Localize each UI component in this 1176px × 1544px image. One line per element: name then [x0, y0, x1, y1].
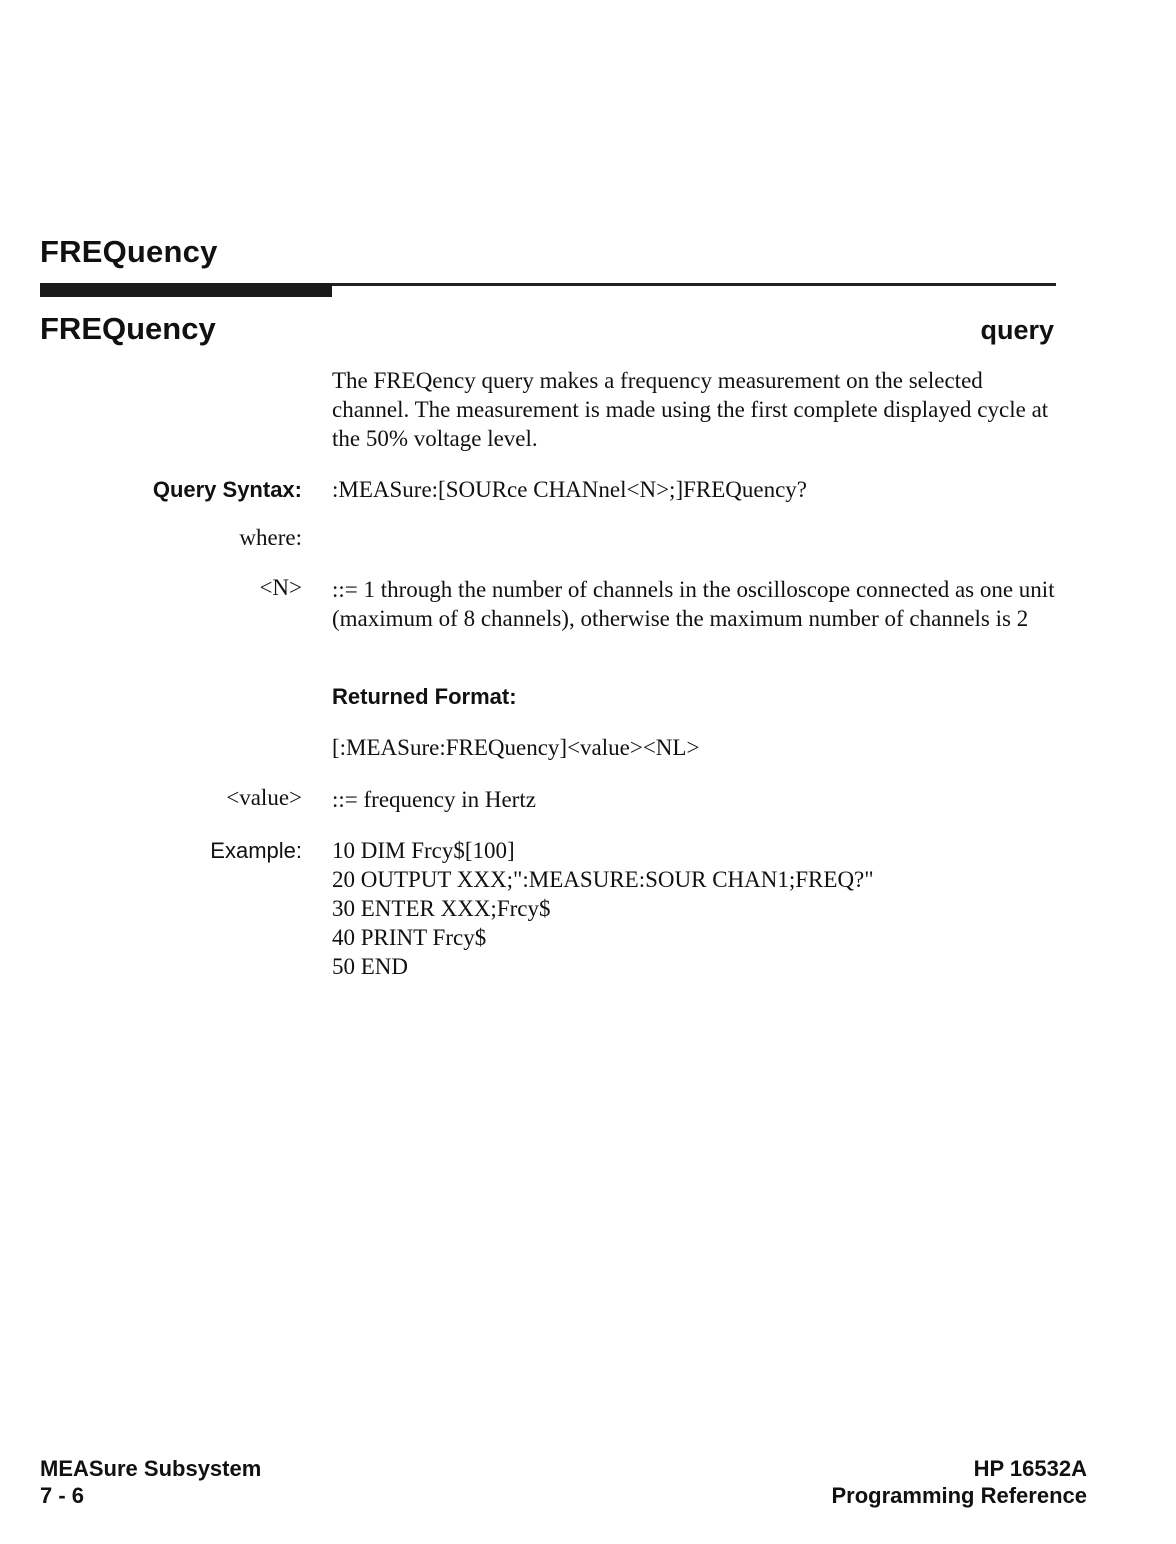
- example-code: [332, 836, 874, 981]
- footer-manual-title: Programming Reference: [831, 1483, 1087, 1508]
- where-label: where:: [239, 525, 302, 550]
- param-n-label: <N>: [259, 575, 302, 600]
- header-rule-accent: [40, 283, 332, 297]
- returned-format-label: Returned Format:: [332, 684, 517, 709]
- example-line: 20 OUTPUT XXX;":MEASURE:SOUR CHAN1;FREQ?": [332, 867, 874, 892]
- description: The FREQency query makes a frequency measurement on the selected channel. The measurement is made using the first complete displayed cycle at the 50% voltage level.: [332, 368, 1049, 451]
- param-n-description: ::= 1 through the number of channels in the oscilloscope connected as one unit (maximum of 8 channels), otherwise the maximum number of channels is 2: [332, 577, 1055, 631]
- example-line: 50 END: [332, 954, 409, 979]
- footer-page-number: 7 - 6: [40, 1483, 85, 1508]
- param-value-label: <value>: [226, 785, 302, 810]
- footer-right: [831, 1455, 1087, 1509]
- footer-left: [40, 1455, 261, 1509]
- example-line: 40 PRINT Frcy$: [332, 925, 487, 950]
- footer-product: HP 16532A: [973, 1456, 1087, 1481]
- example-label: Example:: [210, 838, 302, 863]
- query-syntax-value: :MEASure:[SOURce CHANnel<N>;]FREQuency?: [332, 477, 808, 502]
- example-line: 30 ENTER XXX;Frcy$: [332, 896, 551, 921]
- param-value-description: ::= frequency in Hertz: [332, 787, 536, 812]
- section-kind: query: [980, 315, 1054, 345]
- running-head: FREQuency: [40, 234, 218, 269]
- footer-subsystem: MEASure Subsystem: [40, 1456, 262, 1481]
- query-syntax-label: Query Syntax:: [152, 477, 302, 502]
- returned-format-value: [:MEASure:FREQuency]<value><NL>: [332, 735, 700, 760]
- example-line: 10 DIM Frcy$[100]: [332, 838, 515, 863]
- section-title: FREQuency: [40, 311, 216, 346]
